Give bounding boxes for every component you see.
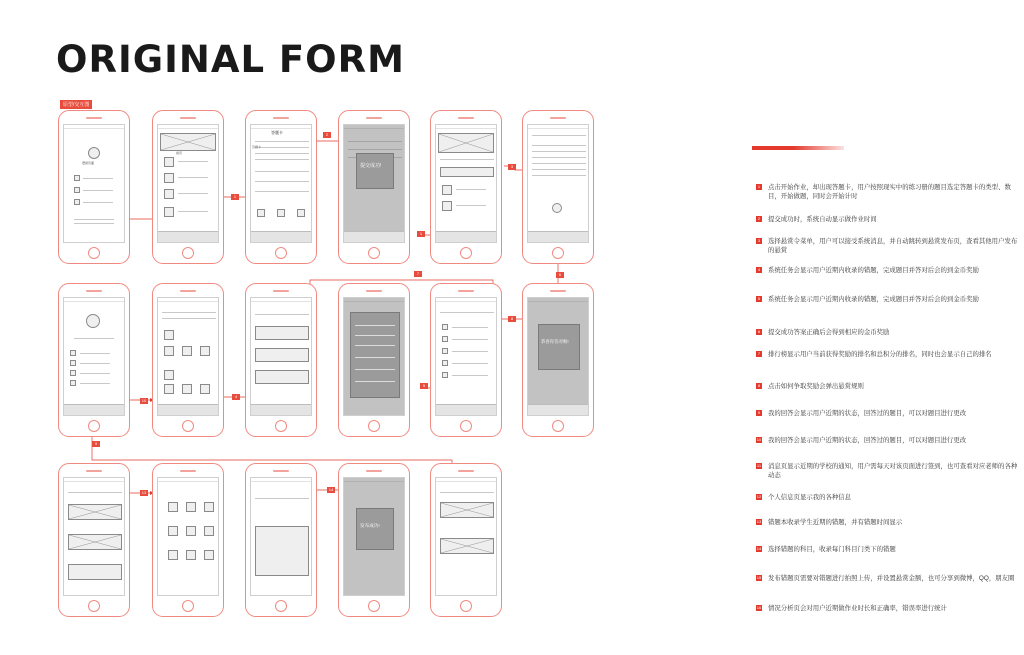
step-badge-4: 1 (417, 231, 425, 237)
screen-label: 首页 (176, 151, 183, 155)
phone-login (58, 110, 130, 264)
phone-ranking (430, 283, 502, 437)
screen-reward-rules (343, 297, 405, 416)
phone-study-task (152, 283, 224, 437)
step-badge-2: 2 (323, 132, 331, 138)
phone-correct-answer (522, 283, 594, 437)
screen-question-detail (527, 124, 589, 243)
section-tag: 原型/交互图 (60, 100, 92, 109)
step-badge-7: 8 (508, 316, 516, 322)
accent-bar (752, 146, 844, 150)
phone-subject-select (152, 463, 224, 617)
phone-analysis (430, 463, 502, 617)
step-badge-3: 3 (508, 164, 516, 170)
step-badge-11: 9 (92, 441, 100, 447)
popup-text: 发布成功! (360, 523, 380, 528)
screen-label: 登录页面 (82, 161, 95, 165)
step-badge-9: 4 (232, 394, 240, 400)
phone-wrong-book (58, 463, 130, 617)
phone-question-detail (522, 110, 594, 264)
step-badge-1: 1 (231, 194, 239, 200)
screen-post-success (343, 477, 405, 596)
step-badge-12: 13 (141, 490, 147, 495)
step-badge-10: 10 (141, 398, 147, 403)
screen-answer-card (250, 124, 312, 243)
step-badge-6: 7 (414, 271, 422, 277)
phone-submit-success (338, 110, 410, 264)
phone-task (430, 110, 502, 264)
screen-task (435, 124, 497, 243)
screen-ranking (435, 297, 497, 416)
screen-analysis (435, 477, 497, 596)
phone-reward-rules (338, 283, 410, 437)
popup-text: 提交成功! (360, 163, 382, 169)
screen-home (157, 124, 219, 243)
screen-label-answer-card: 答题卡 (252, 145, 262, 149)
screen-post-reward (250, 477, 312, 596)
screen-correct-answer (527, 297, 589, 416)
step-badge-8: 5 (420, 383, 428, 389)
step-badge-5: 6 (556, 272, 564, 278)
screen-study-task (157, 297, 219, 416)
phone-profile (58, 283, 130, 437)
popup-text: 恭喜你答对啦! (541, 339, 569, 344)
phone-post-reward (245, 463, 317, 617)
screen-wrong-book (63, 477, 125, 596)
phone-home (152, 110, 224, 264)
screen-heading: 答题卡 (271, 130, 283, 135)
phone-post-success (338, 463, 410, 617)
screen-profile (63, 297, 125, 416)
step-badge-13: 14 (328, 487, 334, 492)
screen-login (63, 124, 125, 243)
phone-messages (245, 283, 317, 437)
page-title: ORIGINAL FORM (56, 38, 405, 81)
screen-submit-success (343, 124, 405, 243)
screen-subject-select (157, 477, 219, 596)
phone-answer-card (245, 110, 317, 264)
screen-messages (250, 297, 312, 416)
